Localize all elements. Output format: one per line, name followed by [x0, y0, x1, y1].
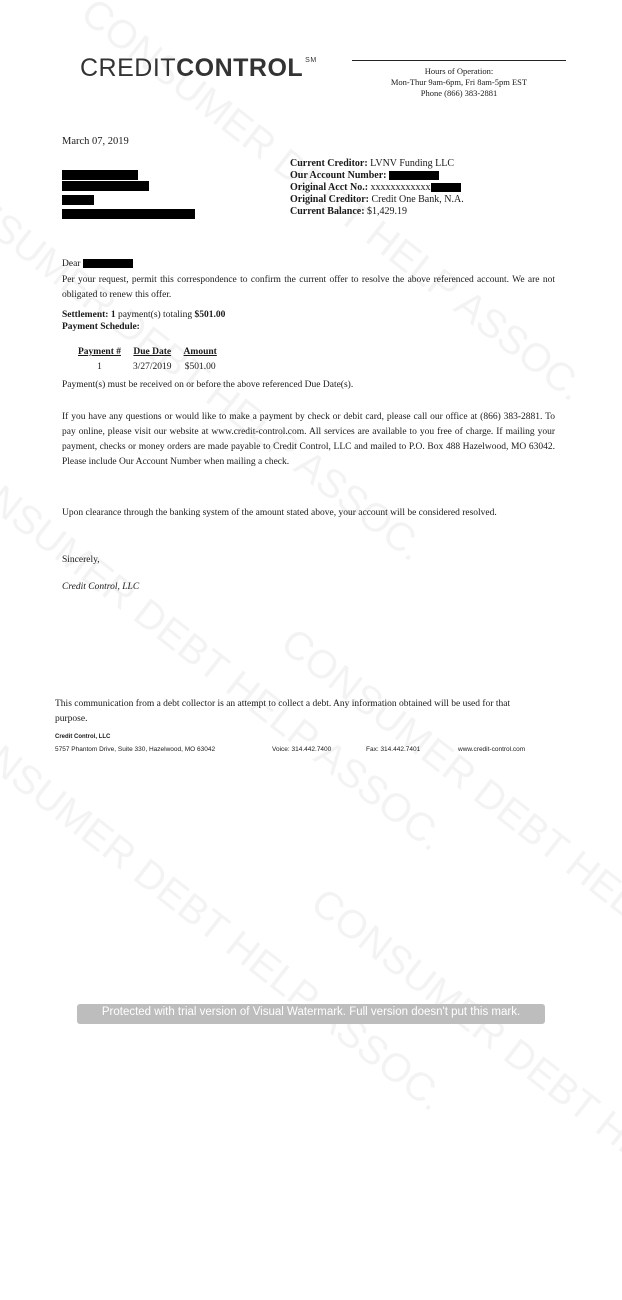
- original-acct-label: Original Acct No.:: [290, 182, 369, 193]
- hours-of-operation: [352, 66, 566, 99]
- closing: Sincerely,: [62, 555, 100, 565]
- settlement-block: [62, 309, 555, 333]
- letter-date: March 07, 2019: [62, 136, 129, 147]
- debt-collector-disclaimer: This communication from a debt collector is an attempt to collect a debt. Any information obtained will be used for that purpose.: [55, 699, 511, 724]
- logo-service-mark: SM: [305, 57, 317, 64]
- hours-schedule: Mon-Thur 9am-6pm, Fri 8am-5pm EST: [390, 77, 528, 87]
- salutation: [62, 257, 555, 272]
- original-acct-value: xxxxxxxxxxxx: [370, 182, 431, 193]
- redaction-bar: [62, 209, 195, 219]
- original-creditor-value: Credit One Bank, N.A.: [371, 194, 464, 205]
- schedule-header: Due Date: [133, 347, 172, 357]
- footer-company-name: Credit Control, LLC: [55, 734, 111, 740]
- hours-heading: Hours of Operation:: [424, 66, 494, 76]
- recipient-name-redacted: [83, 259, 133, 268]
- paragraph-resolution-text: Upon clearance through the banking system of the amount stated above, your account will be considered resolved.: [62, 508, 497, 518]
- paragraph-offer-text: Per your request, permit this correspondence to confirm the current offer to resolve the above referenced account. We are not obligated to renew this offer.: [62, 275, 555, 300]
- logo-light-text: CREDIT: [80, 54, 177, 82]
- company-logo: [80, 54, 317, 83]
- signature: Credit Control, LLC: [62, 582, 140, 592]
- paragraph-resolution: [62, 506, 555, 521]
- payment-schedule-table: [72, 347, 223, 372]
- account-details: [290, 158, 464, 218]
- footer-fax: Fax: 314.442.7401: [366, 746, 421, 753]
- schedule-header: Amount: [183, 347, 217, 357]
- redaction-bar: [62, 170, 138, 180]
- settlement-text: payment(s) totaling: [117, 310, 193, 320]
- redaction-bar: [62, 181, 149, 191]
- redaction-bar: [62, 195, 94, 205]
- schedule-header-row: [72, 347, 223, 357]
- watermark-text: [0, 700, 453, 1120]
- current-creditor-label: Current Creditor:: [290, 158, 368, 169]
- trial-notice-text: Protected with trial version of Visual Watermark. Full version doesn't put this mark.: [101, 1006, 521, 1018]
- original-acct-redacted: [431, 183, 461, 192]
- footer-address: 5757 Phantom Drive, Suite 330, Hazelwood, MO 63042: [55, 746, 216, 753]
- schedule-cell: 3/27/2019: [133, 362, 172, 372]
- schedule-label: Payment Schedule:: [62, 322, 140, 332]
- schedule-cell: 1: [97, 362, 102, 372]
- settlement-label: Settlement:: [62, 310, 109, 320]
- current-balance-label: Current Balance:: [290, 206, 365, 217]
- hours-phone: Phone (866) 383-2881: [420, 88, 498, 98]
- logo-bold-text: CONTROL: [176, 54, 304, 82]
- schedule-header: Payment #: [78, 347, 122, 357]
- current-balance-value: $1,429.19: [367, 206, 408, 217]
- account-number-redacted: [389, 171, 439, 180]
- account-number-label: Our Account Number:: [290, 170, 387, 181]
- footer-website: www.credit-control.com: [458, 746, 526, 753]
- header-rule: [352, 60, 566, 61]
- paragraph-payment-info: [62, 410, 555, 470]
- paragraph-payment-info-text: If you have any questions or would like to make a payment by check or debit card, please call our office at (866) 383-2881. To pay online, please visit our website at www.credit-control.com. All services are available to you free of charge. If mailing your payment, checks or money orders are made payable to Credit Control, LLC and mailed to P.O. Box 488 Hazelwood, MO 63042. Please include Our Account Number when mailing a check.: [62, 412, 555, 467]
- current-creditor-value: LVNV Funding LLC: [370, 158, 455, 169]
- schedule-row: [72, 357, 223, 372]
- settlement-count: 1: [110, 310, 116, 320]
- footer-voice: Voice: 314.442.7400: [272, 746, 332, 753]
- settlement-amount: $501.00: [194, 310, 226, 320]
- watermark-text: [302, 880, 622, 1300]
- schedule-cell: $501.00: [184, 362, 216, 372]
- salutation-text: Dear: [62, 259, 81, 269]
- original-creditor-label: Original Creditor:: [290, 194, 369, 205]
- paragraph-offer: [62, 273, 555, 303]
- due-date-note: Payment(s) must be received on or before the above referenced Due Date(s).: [62, 380, 354, 390]
